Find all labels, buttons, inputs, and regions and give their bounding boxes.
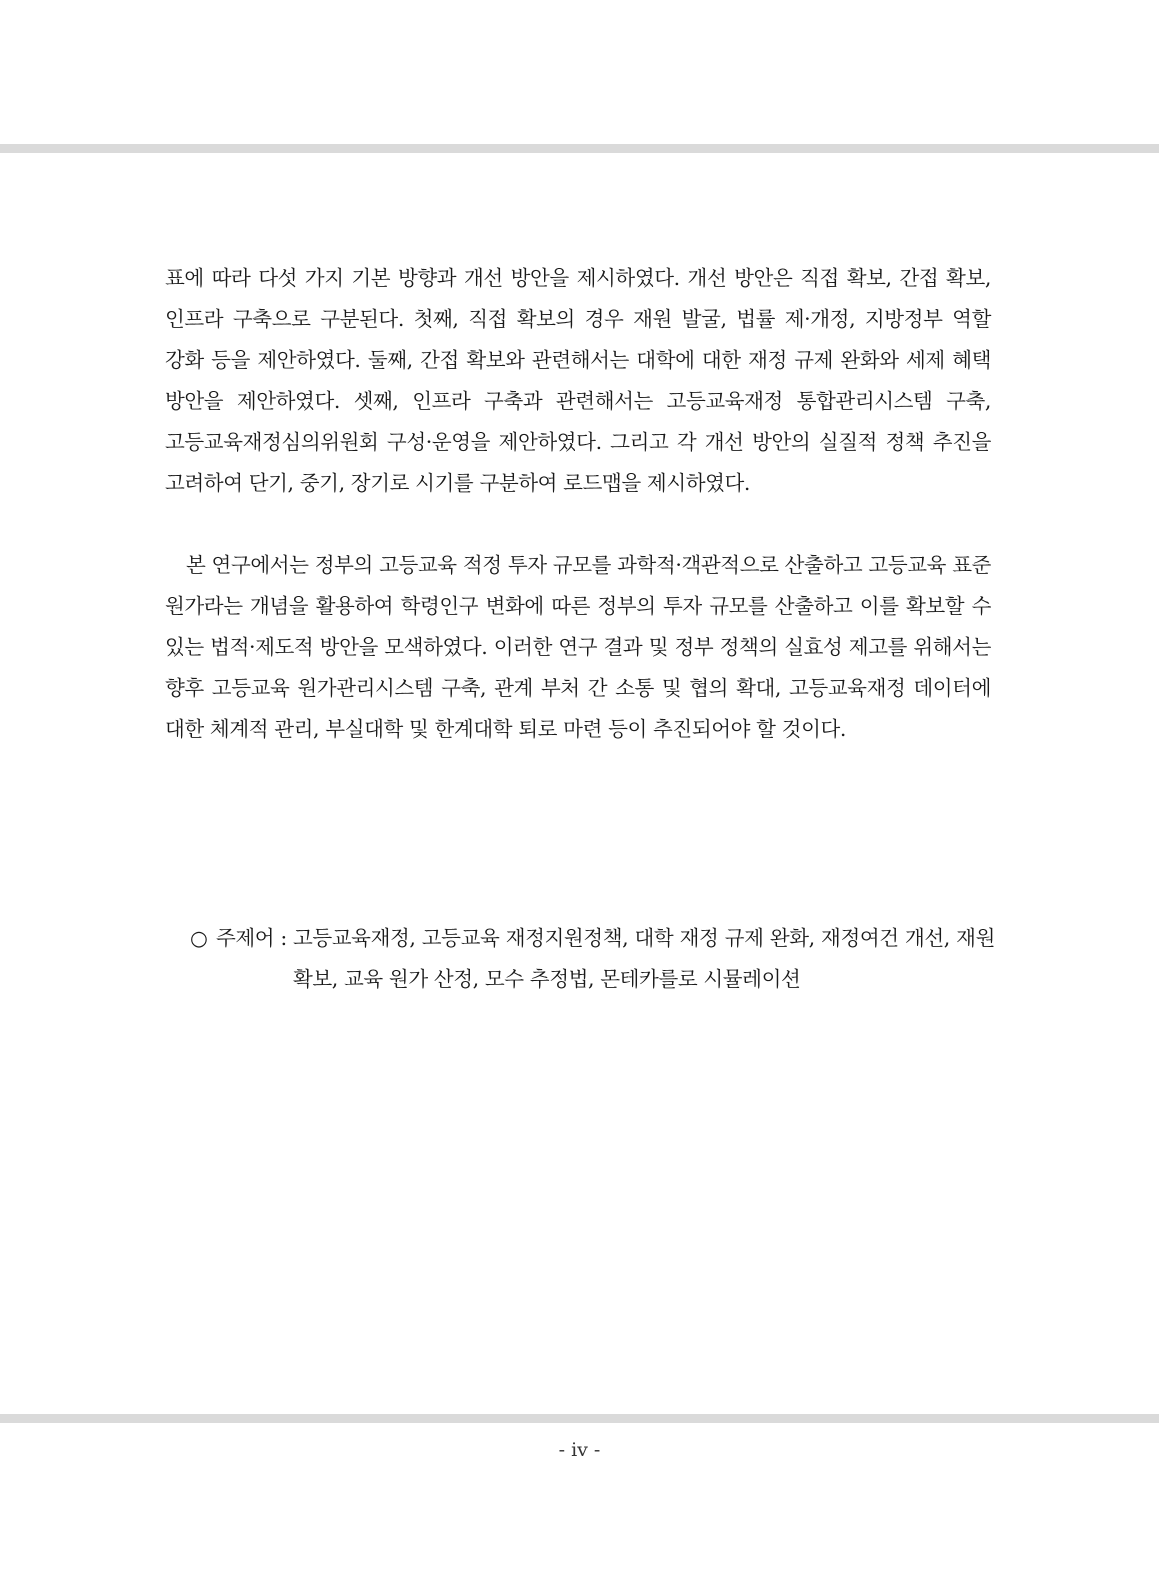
paragraph-2: 본 연구에서는 정부의 고등교육 적정 투자 규모를 과학적·객관적으로 산출하고 고등교육 표준 원가라는 개념을 활용하여 학령인구 변화에 따른 정부의 투자 규모를 산출하고 이를 확보할 수 있는 법적·제도적 방안을 모색하였다. 이러한 연구 결과 및 정부 정책의 실효성 제고를 위해서는 향후 고등교육 원가관리시스템 구축, 관계 부처 간 소통 및 협의 확대, 고등교육재정 데이터에 대한 체계적 관리, 부실대학 및 한계대학 퇴로 마련 등이 추진되어야 할 것이다. [165,553,991,741]
keywords-block [190,918,995,1000]
keywords-text: 고등교육재정, 고등교육 재정지원정책, 대학 재정 규제 완화, 재정여건 개선, 재원 확보, 교육 원가 산정, 모수 추정법, 몬테카를로 시뮬레이션 [292,926,995,991]
header-rule [0,144,1159,153]
keywords-label: 주제어 : [216,926,293,950]
paragraph-1: 표에 따라 다섯 가지 기본 방향과 개선 방안을 제시하였다. 개선 방안은 직접 확보, 간접 확보, 인프라 구축으로 구분된다. 첫째, 직접 확보의 경우 재원 발굴, 법률 제·개정, 지방정부 역할 강화 등을 제안하였다. 둘째, 간접 확보와 관련해서는 대학에 대한 재정 규제 완화와 세제 혜택 방안을 제안하였다. 셋째, 인프라 구축과 관련해서는 고등교육재정 통합관리시스템 구축, 고등교육재정심의위원회 구성·운영을 제안하였다. 그리고 각 개선 방안의 실질적 정책 추진을 고려하여 단기, 중기, 장기로 시기를 구분하여 로드맵을 제시하였다. [165,266,991,495]
paragraph-gap [165,504,991,545]
keywords-bullet: ○ [190,926,208,950]
footer-rule [0,1414,1159,1423]
body-text [165,258,991,750]
page-number: - iv - [558,1439,601,1461]
